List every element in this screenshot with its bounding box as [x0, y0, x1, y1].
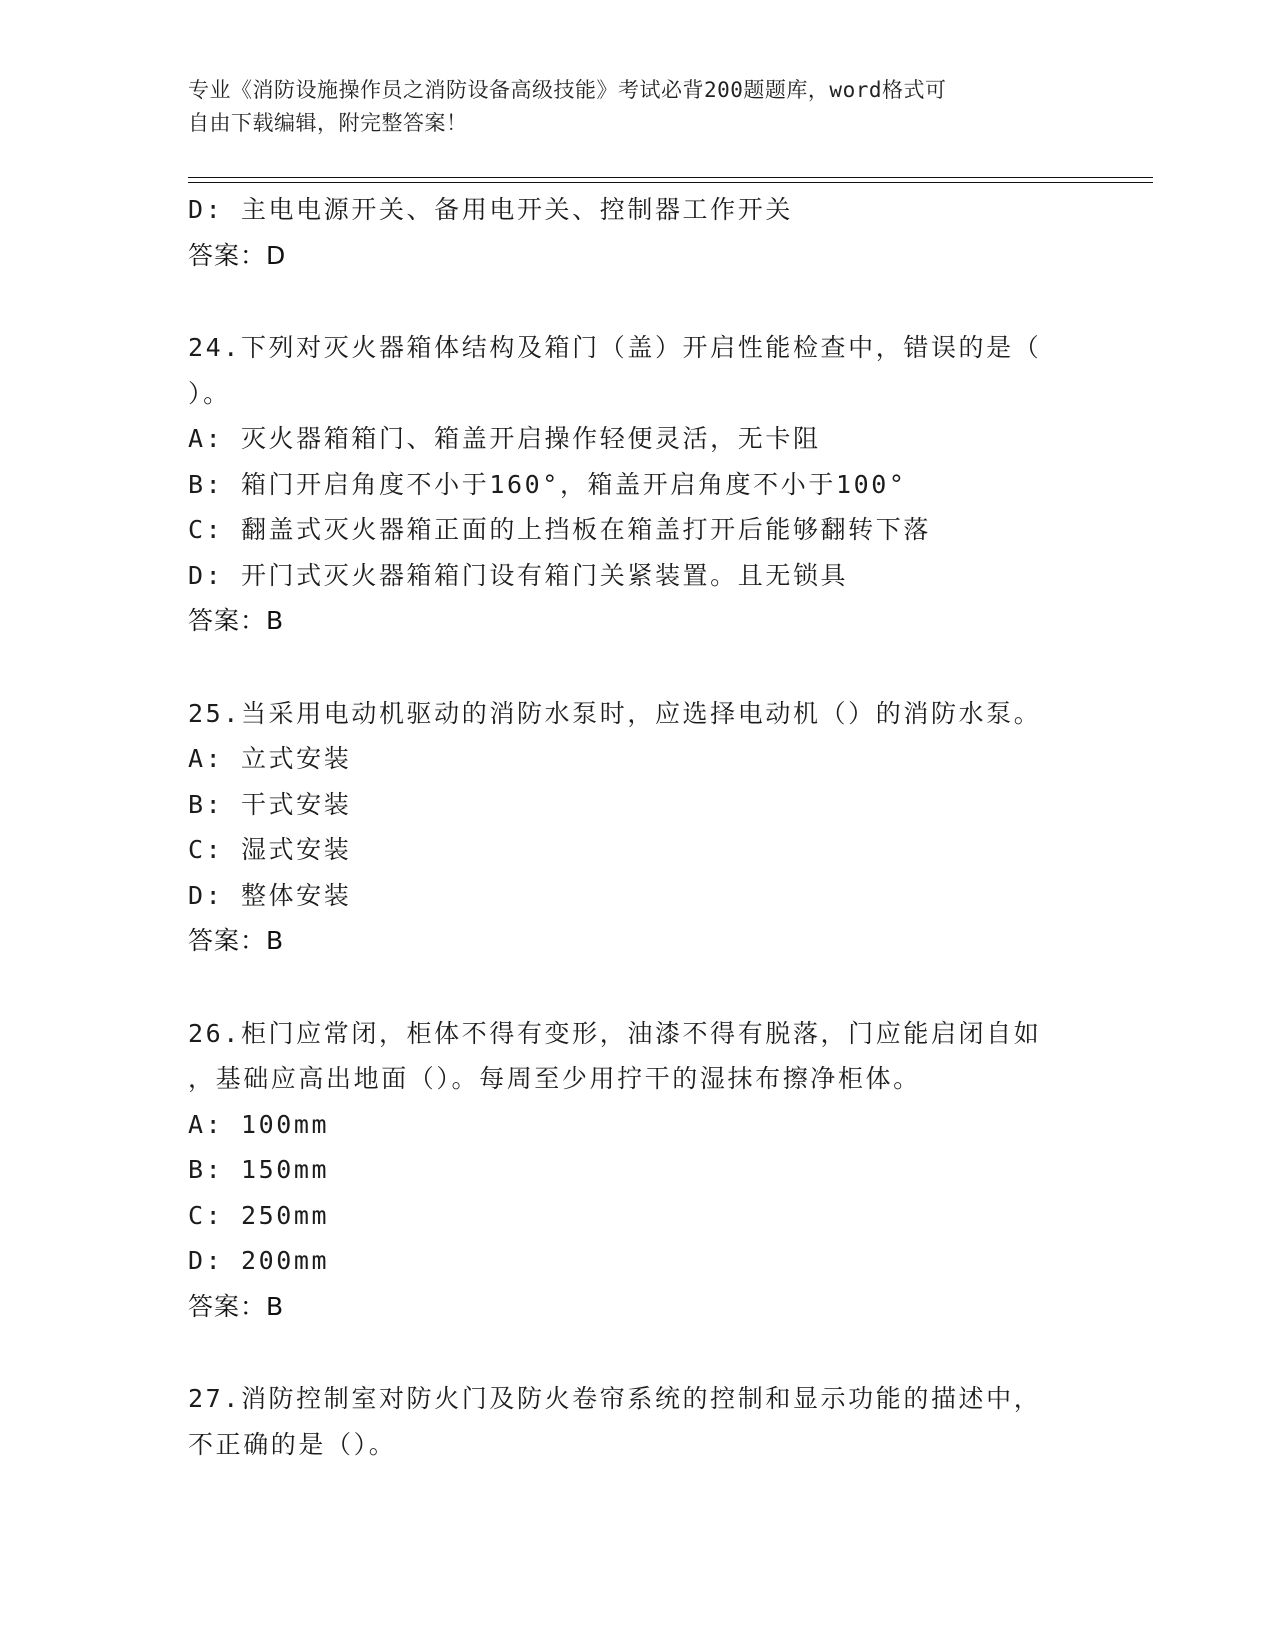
- question-text-continued: 不正确的是（）。: [188, 1429, 397, 1459]
- spacer: [188, 964, 1088, 1011]
- question-text-continued: ）。: [188, 378, 231, 408]
- question-24: [188, 325, 1088, 644]
- header-divider-bottom: [188, 182, 1153, 183]
- question-text: 27.消防控制室对防火门及防火卷帘系统的控制和显示功能的描述中，: [188, 1384, 1042, 1413]
- answer-line: 答案：D: [188, 240, 287, 270]
- option-b: B: 箱门开启角度不小于160°，箱盖开启角度不小于100°: [188, 469, 907, 499]
- option-d: D: 整体安装: [188, 880, 352, 910]
- spacer: [188, 278, 1088, 325]
- question-content: [188, 187, 1088, 1467]
- question-text: 25.当采用电动机驱动的消防水泵时，应选择电动机（）的消防水泵。: [188, 698, 1042, 728]
- question-26: [188, 1011, 1088, 1330]
- option-b: B: 干式安装: [188, 789, 352, 819]
- header-title-line-2: 自由下载编辑，附完整答案！: [188, 111, 468, 135]
- question-27: [188, 1376, 1088, 1467]
- option-b: B: 150mm: [188, 1155, 330, 1184]
- question-25: [188, 691, 1088, 964]
- header-title-line-1: 专业《消防设施操作员之消防设备高级技能》考试必背200题题库，word格式可: [188, 78, 947, 102]
- option-d: D: 200mm: [188, 1246, 330, 1275]
- option-d: D: 开门式灭火器箱箱门设有箱门关紧装置。且无锁具: [188, 560, 849, 590]
- option-a: A: 灭火器箱箱门、箱盖开启操作轻便灵活，无卡阻: [188, 424, 821, 453]
- answer-line: 答案：B: [188, 926, 285, 955]
- option-d: D: 主电电源开关、备用电开关、控制器工作开关: [188, 195, 793, 224]
- spacer: [188, 1329, 1088, 1376]
- option-a: A: 100mm: [188, 1109, 330, 1139]
- answer-line: 答案：B: [188, 1291, 285, 1321]
- previous-question-tail: [188, 187, 1088, 278]
- spacer: [188, 644, 1088, 691]
- answer-line: 答案：B: [188, 606, 285, 635]
- question-text: 24.下列对灭火器箱体结构及箱门（盖）开启性能检查中，错误的是（: [188, 333, 1042, 362]
- option-a: A: 立式安装: [188, 744, 352, 773]
- header-divider-top: [188, 177, 1153, 178]
- option-c: C: 翻盖式灭火器箱正面的上挡板在箱盖打开后能够翻转下落: [188, 515, 931, 544]
- question-text-continued: ，基础应高出地面（）。每周至少用拧干的湿抹布擦净柜体。: [188, 1064, 921, 1093]
- option-c: C: 湿式安装: [188, 835, 352, 864]
- option-c: C: 250mm: [188, 1200, 330, 1230]
- question-text: 26.柜门应常闭，柜体不得有变形，油漆不得有脱落，门应能启闭自如: [188, 1018, 1042, 1048]
- page-header: [188, 74, 1068, 140]
